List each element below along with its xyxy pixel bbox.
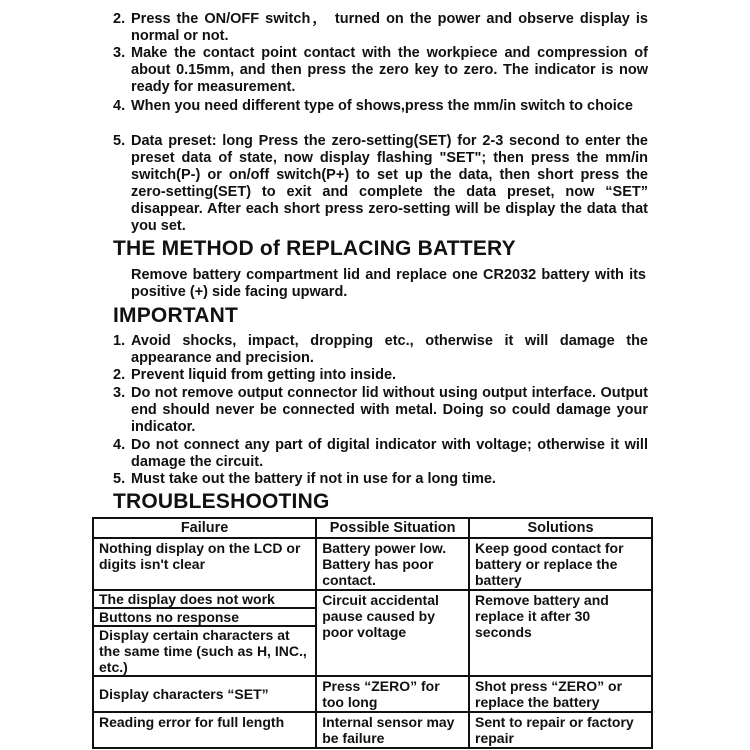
table-row (93, 590, 652, 676)
important-text: Avoid shocks, impact, dropping etc., otherwise it will damage the appearance and precision. (131, 333, 648, 366)
failure-text: Buttons no response (94, 609, 315, 627)
important-text: Do not remove output connector lid without using output interface. Output end should never be connected with metal. Doing so could damage your indicator. (131, 385, 648, 435)
step-number: 2. (113, 11, 126, 27)
step-3 (113, 45, 648, 96)
important-number: 3. (113, 385, 126, 401)
important-heading: IMPORTANT (113, 304, 239, 327)
important-number: 1. (113, 333, 126, 349)
failure-text: Display characters “SET” (99, 686, 269, 702)
important-text: Must take out the battery if not in use for a long time. (131, 471, 496, 487)
troubleshooting-table (92, 517, 653, 749)
table-row (93, 712, 652, 748)
step-text: Make the contact point contact with the workpiece and compression of about 0.15mm, and then press the zero key to zero. The indicator is now ready for measurement. (131, 45, 648, 95)
failure-text: Reading error for full length (99, 714, 285, 730)
situation-cell: Circuit accidental pause caused by poor voltage (316, 590, 469, 676)
failure-cell (93, 590, 316, 676)
failure-cell (93, 712, 316, 748)
table-row (93, 676, 652, 712)
column-header-solutions: Solutions (469, 518, 652, 538)
troubleshooting-heading: TROUBLESHOOTING (113, 490, 330, 513)
solution-cell: Sent to repair or factory repair (469, 712, 652, 748)
important-item-4 (113, 437, 648, 471)
step-2 (113, 11, 648, 45)
important-text: Do not connect any part of digital indicator with voltage; otherwise it will damage the circuit. (131, 437, 648, 470)
table-header-row (93, 518, 652, 538)
battery-text: Remove battery compartment lid and replace one CR2032 battery with its positive (+) side facing upward. (131, 267, 646, 300)
step-number: 4. (113, 98, 126, 114)
step-text: Data preset: long Press the zero-setting(SET) for 2-3 second to enter the preset data of state, now display flashing "SET"; then press the mm/in switch(P-) or on/off switch(P+) to set up the data, then short press the zero-setting(SET) to exit and complete the data preset, now “SET” disappear. After each short press zero-setting will be display the data that you set. (131, 133, 648, 234)
step-number: 3. (113, 45, 126, 61)
solution-cell: Keep good contact for battery or replace the battery (469, 538, 652, 590)
situation-cell: Battery power low. Battery has poor contact. (316, 538, 469, 590)
step-number: 5. (113, 133, 126, 149)
step-4 (113, 98, 648, 115)
step-text: Press the ON/OFF switch， turned on the power and observe display is normal or not. (131, 11, 648, 44)
important-item-2 (113, 367, 648, 384)
failure-text: The display does not work (94, 591, 315, 609)
important-number: 5. (113, 471, 126, 487)
solution-cell: Shot press “ZERO” or replace the battery (469, 676, 652, 712)
solution-cell: Remove battery and replace it after 30 seconds (469, 590, 652, 676)
column-header-situation: Possible Situation (316, 518, 469, 538)
failure-text: Nothing display on the LCD or digits isn't clear (99, 540, 301, 572)
step-5 (113, 133, 648, 235)
situation-cell: Press “ZERO” for too long (316, 676, 469, 712)
column-header-failure: Failure (93, 518, 316, 538)
step-text: When you need different type of shows,press the mm/in switch to choice (131, 98, 633, 114)
failure-text: Display certain characters at the same time (such as H, INC., etc.) (99, 627, 307, 675)
table-row (93, 538, 652, 590)
important-item-3 (113, 385, 648, 436)
failure-cell (93, 538, 316, 590)
important-text: Prevent liquid from getting into inside. (131, 367, 397, 383)
important-number: 2. (113, 367, 126, 383)
important-number: 4. (113, 437, 126, 453)
failure-cell (93, 676, 316, 712)
important-item-5 (113, 471, 648, 488)
important-item-1 (113, 333, 648, 367)
battery-heading: THE METHOD of REPLACING BATTERY (113, 237, 516, 260)
situation-cell: Internal sensor may be failure (316, 712, 469, 748)
